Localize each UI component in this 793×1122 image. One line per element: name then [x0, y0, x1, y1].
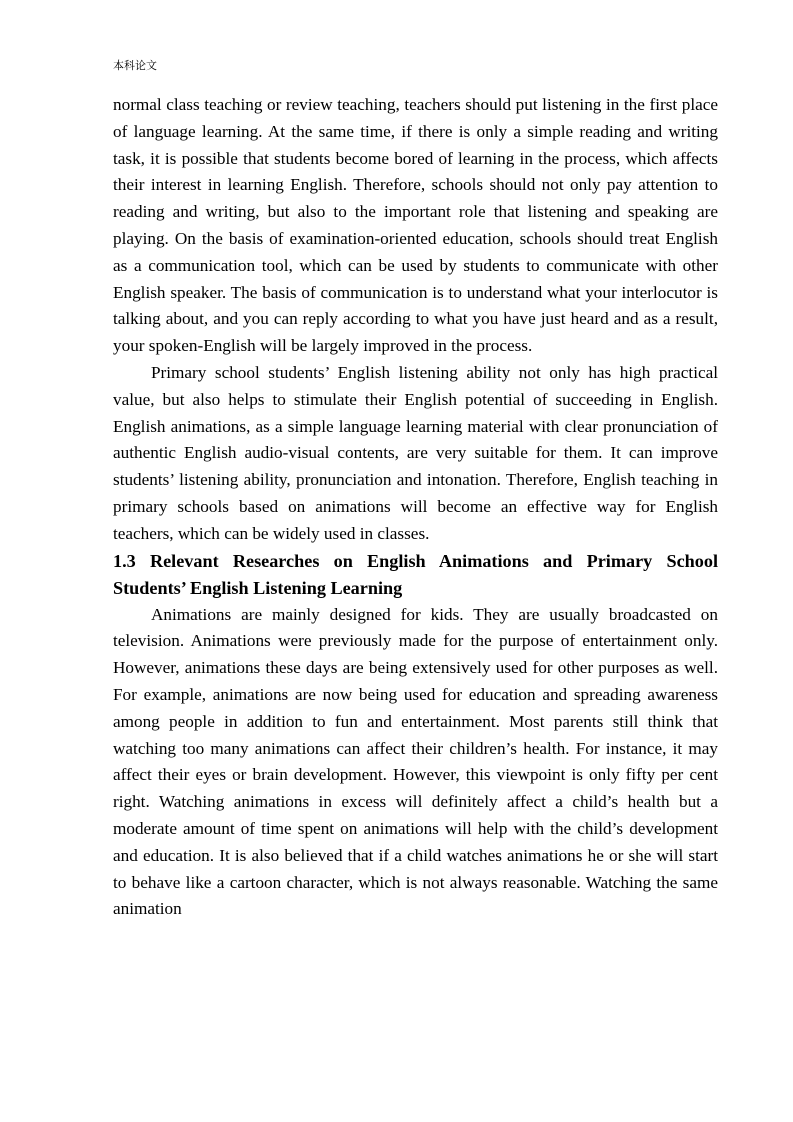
page-header: 本科论文 [113, 60, 157, 72]
paragraph-animations: Animations are mainly designed for kids. They are usually broadcasted on television. Animations were previously made for the purpose of entertainment only. However, animations these days are being extensively used for other purposes as well. For example, animations are now being used for education and spreading awareness among people in addition to fun and entertainment. Most parents still think that watching too many animations can affect their children’s health. For instance, it may affect their eyes or brain development. However, this viewpoint is only fifty per cent right. Watching animations in excess will definitely affect a child’s health but a moderate amount of time spent on animations will help with the child’s development and education. It is also believed that if a child watches animations he or she will start to behave like a cartoon character, which is not always reasonable. Watching the same animation [113, 604, 718, 919]
paragraph-continued: normal class teaching or review teaching, teachers should put listening in the first place of language learning. At the same time, if there is only a simple reading and writing task, it is possible that students become bored of learning in the process, which affects their interest in learning English. Therefore, schools should not only pay attention to reading and writing, but also to the important role that listening and speaking are playing. On the basis of examination-oriented education, schools should treat English as a communication tool, which can be used by students to communicate with other English speaker. The basis of communication is to understand what your interlocutor is talking about, and you can reply according to what you have just heard and as a result, your spoken-English will be largely improved in the process. [113, 95, 718, 356]
document-body [113, 92, 718, 923]
header-divider [113, 81, 718, 82]
paragraph-listening-ability: Primary school students’ English listening ability not only has high practical value, but also helps to stimulate their English potential of succeeding in English. English animations, as a simple language learning material with clear pronunciation of authentic English audio-visual contents, are very suitable for them. It can improve students’ listening ability, pronunciation and intonation. Therefore, English teaching in primary schools based on animations will become an effective way for English teachers, which can be widely used in classes. [113, 362, 718, 543]
section-heading: 1.3 Relevant Researches on English Animations and Primary School Students’ English Listening Learning [113, 550, 718, 598]
